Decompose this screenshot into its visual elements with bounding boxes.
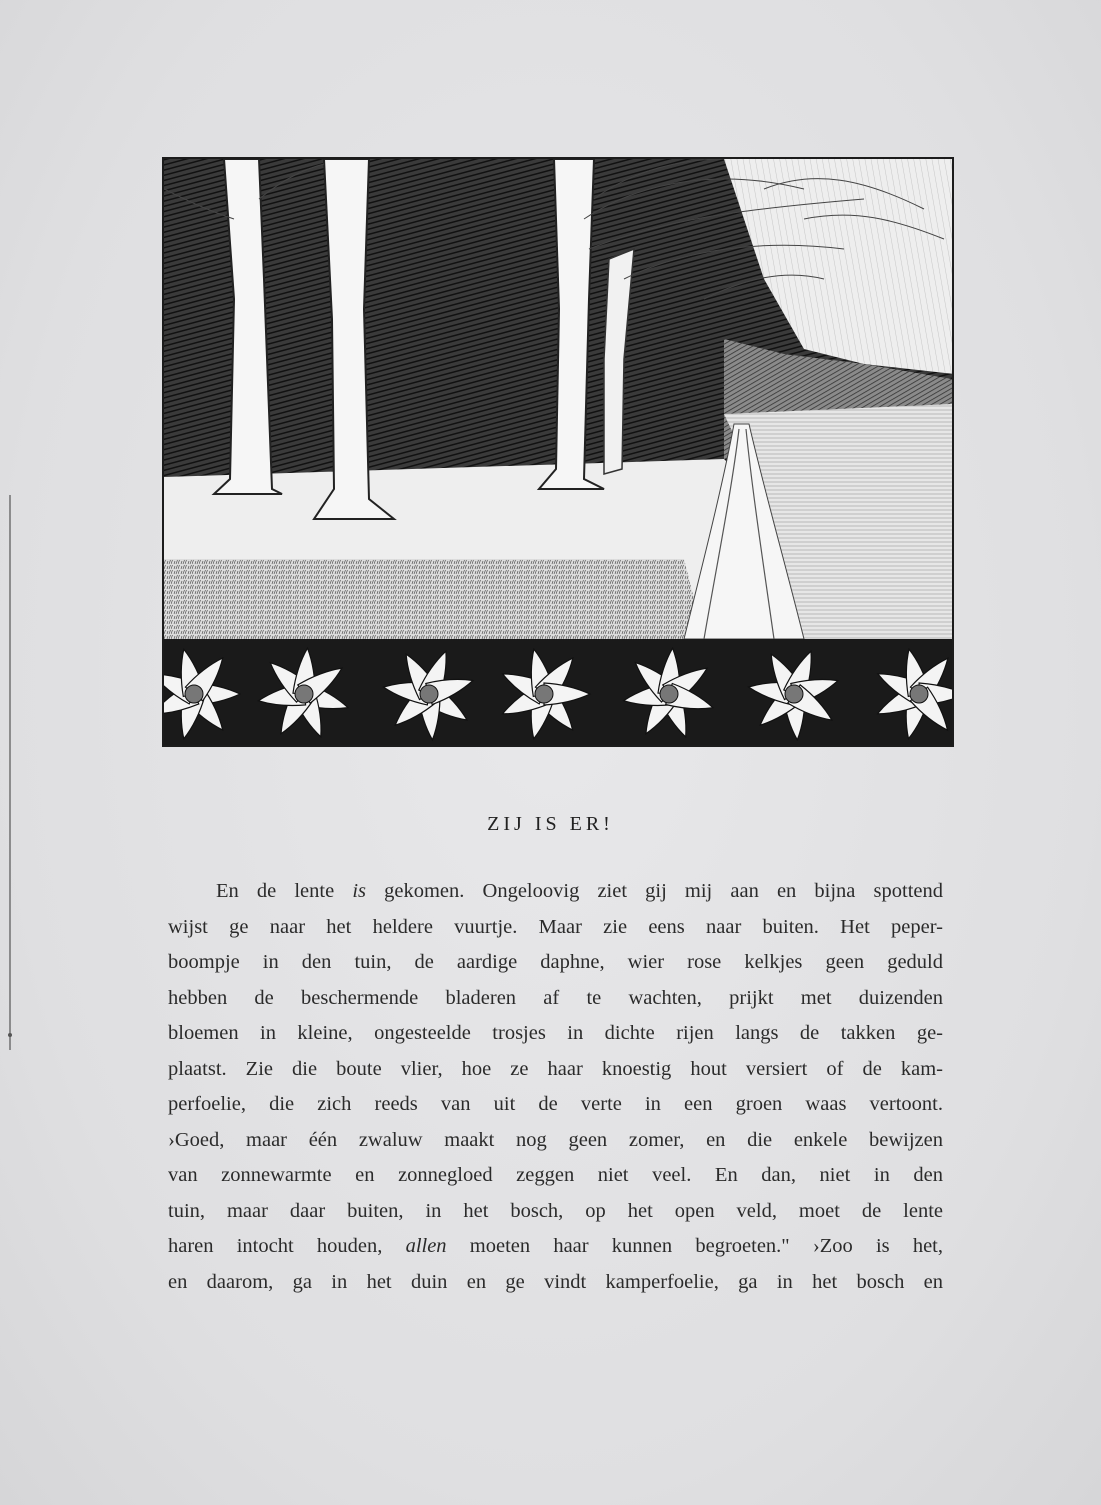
text-run: gekomen. Ongeloovig ziet gij mij aan en bijna spottend xyxy=(366,880,943,902)
body-paragraph xyxy=(168,874,943,1300)
text-run: en daarom, ga in het duin en ge vindt kamperfoelie, ga in het bosch en xyxy=(168,1270,943,1293)
text-run: boompje in den tuin, de aardige daphne, wier rose kelkjes geen geduld xyxy=(168,951,943,973)
woodland-illustration xyxy=(162,157,954,747)
text-run: tuin, maar daar buiten, in het bosch, op het open veld, moet de lente xyxy=(168,1199,943,1222)
flower-center xyxy=(910,685,928,703)
text-run: haren intocht houden, xyxy=(168,1235,406,1257)
text-line xyxy=(168,1123,943,1159)
text-line xyxy=(168,910,943,946)
page-title: ZIJ IS ER! xyxy=(487,813,614,835)
text-line xyxy=(168,874,943,910)
text-run: moeten haar kunnen begroeten." ›Zoo is het, xyxy=(446,1235,943,1257)
flower-center xyxy=(535,685,553,703)
flower-center xyxy=(295,685,313,703)
text-run: plaatst. Zie die boute vlier, hoe ze haar knoestig hout versiert of de kam- xyxy=(168,1057,943,1080)
flower-center xyxy=(420,685,438,703)
text-run: perfoelie, die zich reeds van uit de verte in een groen waas vertoont. xyxy=(168,1093,943,1115)
engraving-scene xyxy=(164,159,952,745)
flower-center xyxy=(785,685,803,703)
italic-word: is xyxy=(352,880,367,902)
text-line xyxy=(168,945,943,981)
flower-center xyxy=(185,685,203,703)
text-line xyxy=(168,1265,943,1301)
text-line xyxy=(168,1016,943,1052)
text-run: En de lente xyxy=(216,880,353,902)
text-run: bloemen in kleine, ongesteelde trosjes in dichte rijen langs de takken ge- xyxy=(168,1022,943,1044)
margin-rule xyxy=(8,495,12,1050)
text-line xyxy=(168,1194,943,1230)
text-line xyxy=(168,1087,943,1123)
flower-center xyxy=(660,685,678,703)
text-run: van zonnewarmte en zonnegloed zeggen niet veel. En dan, niet in den xyxy=(168,1164,943,1186)
text-run: ›Goed, maar één zwaluw maakt nog geen zomer, en die enkele bewijzen xyxy=(168,1128,943,1151)
text-line xyxy=(168,1158,943,1194)
text-run: wijst ge naar het heldere vuurtje. Maar zie eens naar buiten. Het peper- xyxy=(168,915,943,938)
italic-word: allen xyxy=(405,1235,447,1257)
text-line xyxy=(168,981,943,1017)
text-line xyxy=(168,1229,943,1265)
text-run: hebben de beschermende bladeren af te wachten, prijkt met duizenden xyxy=(168,986,943,1009)
text-line xyxy=(168,1052,943,1088)
flower-frieze xyxy=(164,639,952,745)
